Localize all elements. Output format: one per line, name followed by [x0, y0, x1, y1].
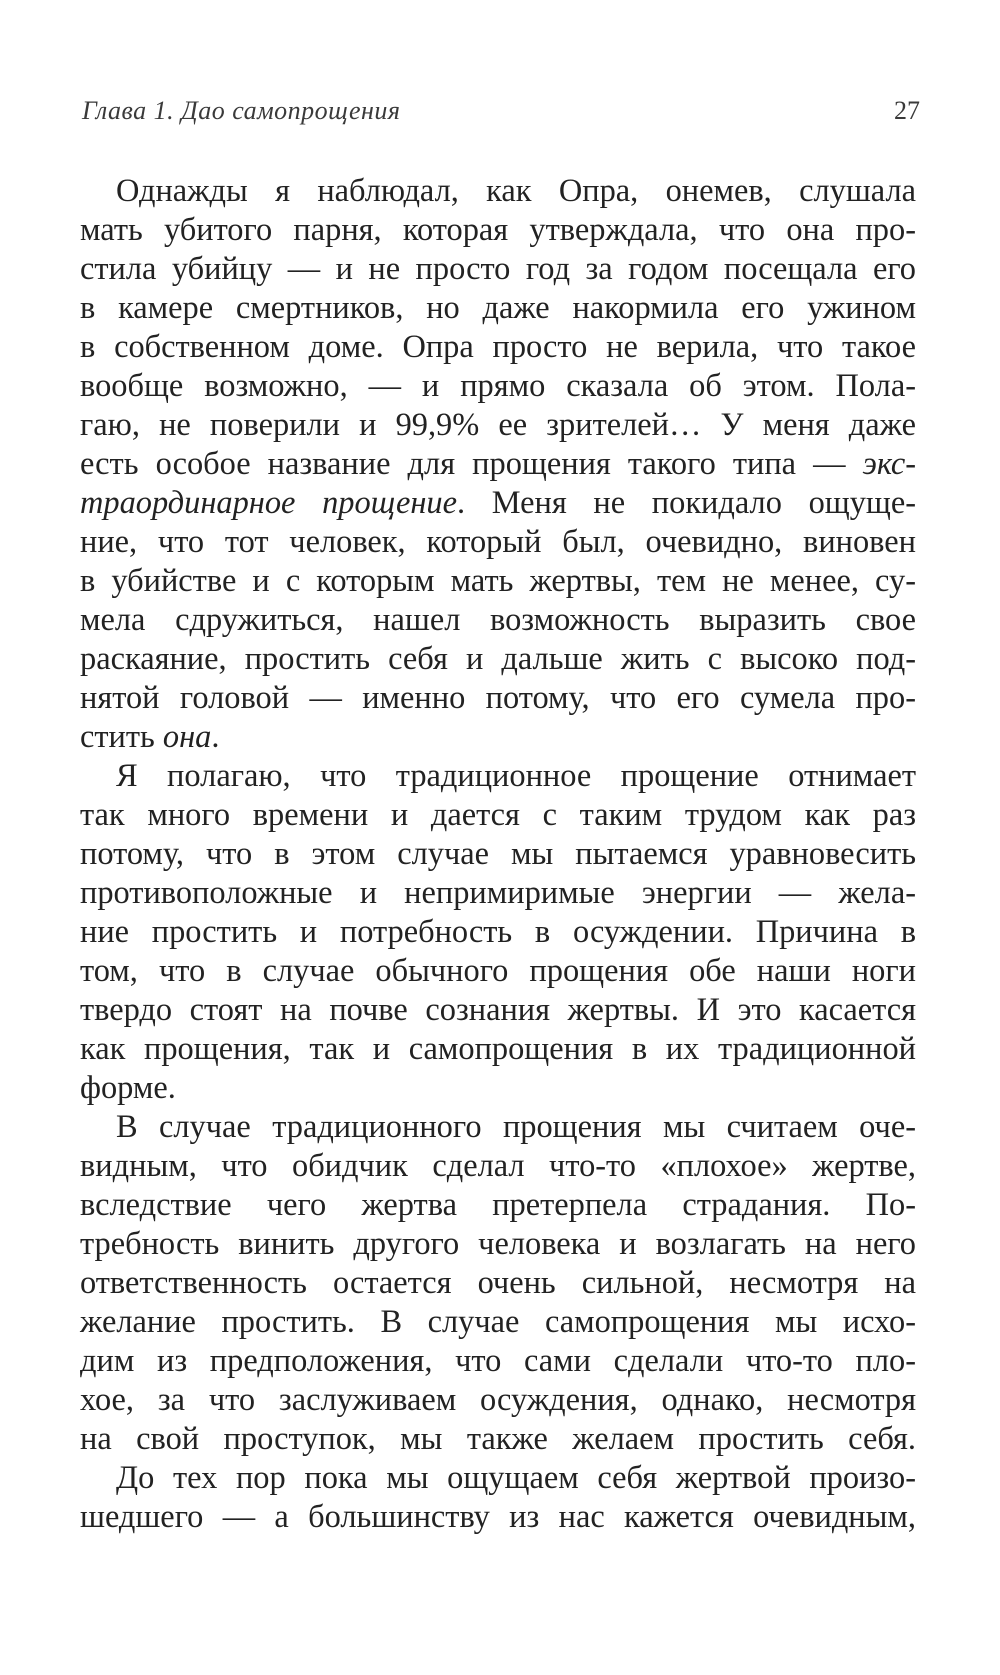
text-line: в камере смертников, но даже накормила его ужином — [80, 290, 916, 326]
italic-run: экс- — [862, 446, 916, 482]
paragraph-3 — [80, 1108, 916, 1459]
text-run: стить — [80, 719, 163, 755]
text-line: мать убитого парня, которая утверждала, что она про- — [80, 212, 916, 248]
text-line: вообще возможно, — и прямо сказала об этом. Пола- — [80, 368, 916, 404]
body-text — [80, 172, 916, 1537]
text-line: том, что в случае обычного прощения обе наши ноги — [80, 953, 916, 989]
text-line: В случае традиционного прощения мы считаем оче- — [116, 1109, 916, 1145]
text-line: раскаяние, простить себя и дальше жить с высоко под- — [80, 641, 916, 677]
text-line: До тех пор пока мы ощущаем себя жертвой произо- — [116, 1460, 916, 1496]
text-line: ответственность остается очень сильной, несмотря на — [80, 1265, 916, 1301]
text-line: форме. — [80, 1070, 176, 1106]
text-line: на свой проступок, мы также желаем простить себя. — [80, 1421, 916, 1457]
text-line: в убийстве и с которым мать жертвы, тем не менее, су- — [80, 563, 916, 599]
text-line: гаю, не поверили и 99,9% ее зрителей… У меня даже — [80, 407, 916, 443]
text-line: как прощения, так и самопрощения в их традиционной — [80, 1031, 916, 1067]
text-line: желание простить. В случае самопрощения мы исхо- — [80, 1304, 916, 1340]
text-line — [80, 484, 916, 523]
text-line: ние, что тот человек, который был, очевидно, виновен — [80, 524, 916, 560]
text-line: шедшего — а большинству из нас кажется очевидным, — [80, 1499, 916, 1535]
paragraph-2 — [80, 757, 916, 1108]
text-run: . — [211, 719, 220, 755]
italic-run: она — [162, 719, 212, 755]
text-line: Я полагаю, что традиционное прощение отнимает — [116, 758, 916, 794]
text-run: есть особое название для прощения такого типа — — [80, 446, 863, 482]
text-line: потому, что в этом случае мы пытаемся уравновесить — [80, 836, 916, 872]
text-run: . Меня не покидало ощуще- — [456, 485, 916, 521]
text-line: в собственном доме. Опра просто не верила, что такое — [80, 329, 916, 365]
text-line: Однажды я наблюдал, как Опра, онемев, слушала — [116, 173, 916, 209]
text-line: так много времени и дается с таким трудом как раз — [80, 797, 916, 833]
text-line: нятой головой — именно потому, что его сумела про- — [80, 680, 916, 716]
text-line: стила убийцу — и не просто год за годом посещала его — [80, 251, 916, 287]
text-line — [80, 718, 916, 757]
text-line: мела сдружиться, нашел возможность выразить свое — [80, 602, 916, 638]
text-line: дим из предположения, что сами сделали что-то пло- — [80, 1343, 916, 1379]
text-line: твердо стоят на почве сознания жертвы. И это касается — [80, 992, 916, 1028]
text-line: хое, за что заслуживаем осуждения, однако, несмотря — [80, 1382, 916, 1418]
text-line: противоположные и непримиримые энергии — жела- — [80, 875, 916, 911]
italic-run: траординарное прощение — [80, 485, 457, 521]
paragraph-1 — [80, 172, 916, 757]
running-head: Глава 1. Дао самопрощения — [82, 96, 401, 125]
text-line — [80, 445, 916, 484]
text-line: видным, что обидчик сделал что-то «плохое» жертве, — [80, 1148, 916, 1184]
text-line: ние простить и потребность в осуждении. Причина в — [80, 914, 916, 950]
paragraph-4 — [80, 1459, 916, 1537]
text-line: вследствие чего жертва претерпела страдания. По- — [80, 1187, 916, 1223]
text-line: требность винить другого человека и возлагать на него — [80, 1226, 916, 1262]
page-number: 27 — [894, 96, 920, 125]
